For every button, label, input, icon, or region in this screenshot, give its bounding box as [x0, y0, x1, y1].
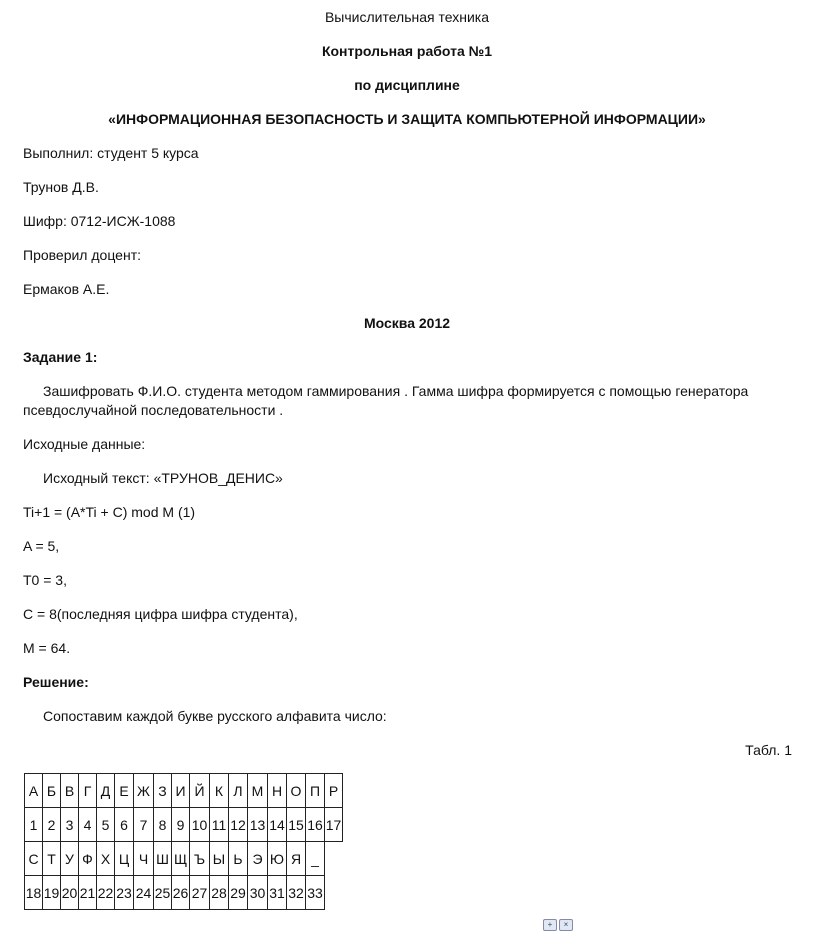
student-cipher: Шифр: 0712-ИСЖ-1088	[23, 213, 176, 229]
table-cell	[325, 876, 343, 910]
discipline-name: «ИНФОРМАЦИОННАЯ БЕЗОПАСНОСТЬ И ЗАЩИТА КОМПЬЮТЕРНОЙ ИНФОРМАЦИИ»	[108, 111, 706, 127]
table-cell: 32	[287, 876, 306, 910]
table-cell: Ч	[134, 842, 154, 876]
table-cell: Е	[115, 774, 134, 808]
city-year: Москва 2012	[363, 315, 451, 331]
table-cell: 29	[229, 876, 248, 910]
table-cell: 33	[306, 876, 325, 910]
table-cell: Ю	[268, 842, 287, 876]
table-cell: К	[210, 774, 229, 808]
table-cell: 11	[210, 808, 229, 842]
table-cell: Б	[43, 774, 61, 808]
table-cell: У	[61, 842, 79, 876]
table-cell: Ъ	[190, 842, 210, 876]
table-cell: 27	[190, 876, 210, 910]
table-cell: Ф	[79, 842, 97, 876]
department-title: Вычислительная техника	[324, 9, 490, 25]
table-cell: 23	[115, 876, 134, 910]
table-cell: 20	[61, 876, 79, 910]
table-cell: 10	[190, 808, 210, 842]
task-paragraph-line1: Зашифровать Ф.И.О. студента методом гаммирования . Гамма шифра формируется с помощью генератора	[43, 383, 749, 399]
table-cell: 26	[172, 876, 190, 910]
student-name: Трунов Д.В.	[23, 179, 99, 195]
close-icon[interactable]: ×	[559, 919, 573, 931]
table-cell: А	[25, 774, 43, 808]
table-cell: 22	[97, 876, 115, 910]
table-cell: _	[306, 842, 325, 876]
alphabet-table	[24, 773, 343, 910]
table-cell: Г	[79, 774, 97, 808]
table-cell: Л	[229, 774, 248, 808]
table-cell: 16	[306, 808, 325, 842]
discipline-label: по дисциплине	[354, 77, 460, 93]
table-cell: О	[287, 774, 306, 808]
zoom-icon[interactable]: +	[543, 919, 557, 931]
table-cell: Э	[248, 842, 268, 876]
table-caption: Табл. 1	[745, 742, 792, 758]
table-cell: 15	[287, 808, 306, 842]
table-cell: 9	[172, 808, 190, 842]
table-cell: 12	[229, 808, 248, 842]
table-cell: 5	[97, 808, 115, 842]
table-row	[25, 876, 343, 910]
param-t0: T0 = 3,	[23, 572, 67, 588]
work-title: Контрольная работа №1	[321, 43, 493, 59]
table-cell: З	[154, 774, 172, 808]
table-cell: Н	[268, 774, 287, 808]
table-cell: 7	[134, 808, 154, 842]
table-cell: 30	[248, 876, 268, 910]
performed-by: Выполнил: студент 5 курса	[23, 145, 199, 161]
table-cell: 3	[61, 808, 79, 842]
table-cell	[325, 842, 343, 876]
checker-name: Ермаков А.Е.	[23, 281, 110, 297]
table-cell: Ж	[134, 774, 154, 808]
page-controls	[543, 919, 573, 931]
source-data-label: Исходные данные:	[23, 436, 146, 452]
table-cell: Х	[97, 842, 115, 876]
task-heading: Задание 1:	[23, 349, 98, 365]
table-cell: 18	[25, 876, 43, 910]
table-cell: 25	[154, 876, 172, 910]
table-cell: Ь	[229, 842, 248, 876]
table-cell: М	[248, 774, 268, 808]
table-cell: Ы	[210, 842, 229, 876]
table-row	[25, 774, 343, 808]
table-cell: Ц	[115, 842, 134, 876]
table-cell: 17	[325, 808, 343, 842]
table-row	[25, 842, 343, 876]
table-cell: И	[172, 774, 190, 808]
table-cell: Р	[325, 774, 343, 808]
table-cell: 24	[134, 876, 154, 910]
table-cell: 31	[268, 876, 287, 910]
table-cell: 21	[79, 876, 97, 910]
table-cell: 2	[43, 808, 61, 842]
table-cell: Т	[43, 842, 61, 876]
table-cell: 6	[115, 808, 134, 842]
table-cell: Д	[97, 774, 115, 808]
table-cell: 19	[43, 876, 61, 910]
table-row	[25, 808, 343, 842]
table-cell: 13	[248, 808, 268, 842]
formula: Ti+1 = (A*Ti + C) mod M (1)	[23, 504, 196, 520]
source-text: Исходный текст: «ТРУНОВ_ДЕНИС»	[43, 470, 283, 486]
table-cell: Я	[287, 842, 306, 876]
solution-heading: Решение:	[23, 674, 89, 690]
table-cell: 8	[154, 808, 172, 842]
table-cell: В	[61, 774, 79, 808]
table-cell: 14	[268, 808, 287, 842]
table-cell: П	[306, 774, 325, 808]
table-cell: С	[25, 842, 43, 876]
table-cell: 1	[25, 808, 43, 842]
param-c: C = 8(последняя цифра шифра студента),	[23, 606, 298, 622]
param-m: M = 64.	[23, 640, 71, 656]
param-a: A = 5,	[23, 538, 60, 554]
task-paragraph-line2: псевдослучайной последовательности .	[23, 402, 284, 418]
table-cell: Щ	[172, 842, 190, 876]
table-cell: 28	[210, 876, 229, 910]
checked-by: Проверил доцент:	[23, 247, 142, 263]
table-cell: Ш	[154, 842, 172, 876]
solution-text: Сопоставим каждой букве русского алфавита число:	[43, 708, 387, 724]
table-cell: 4	[79, 808, 97, 842]
table-cell: Й	[190, 774, 210, 808]
